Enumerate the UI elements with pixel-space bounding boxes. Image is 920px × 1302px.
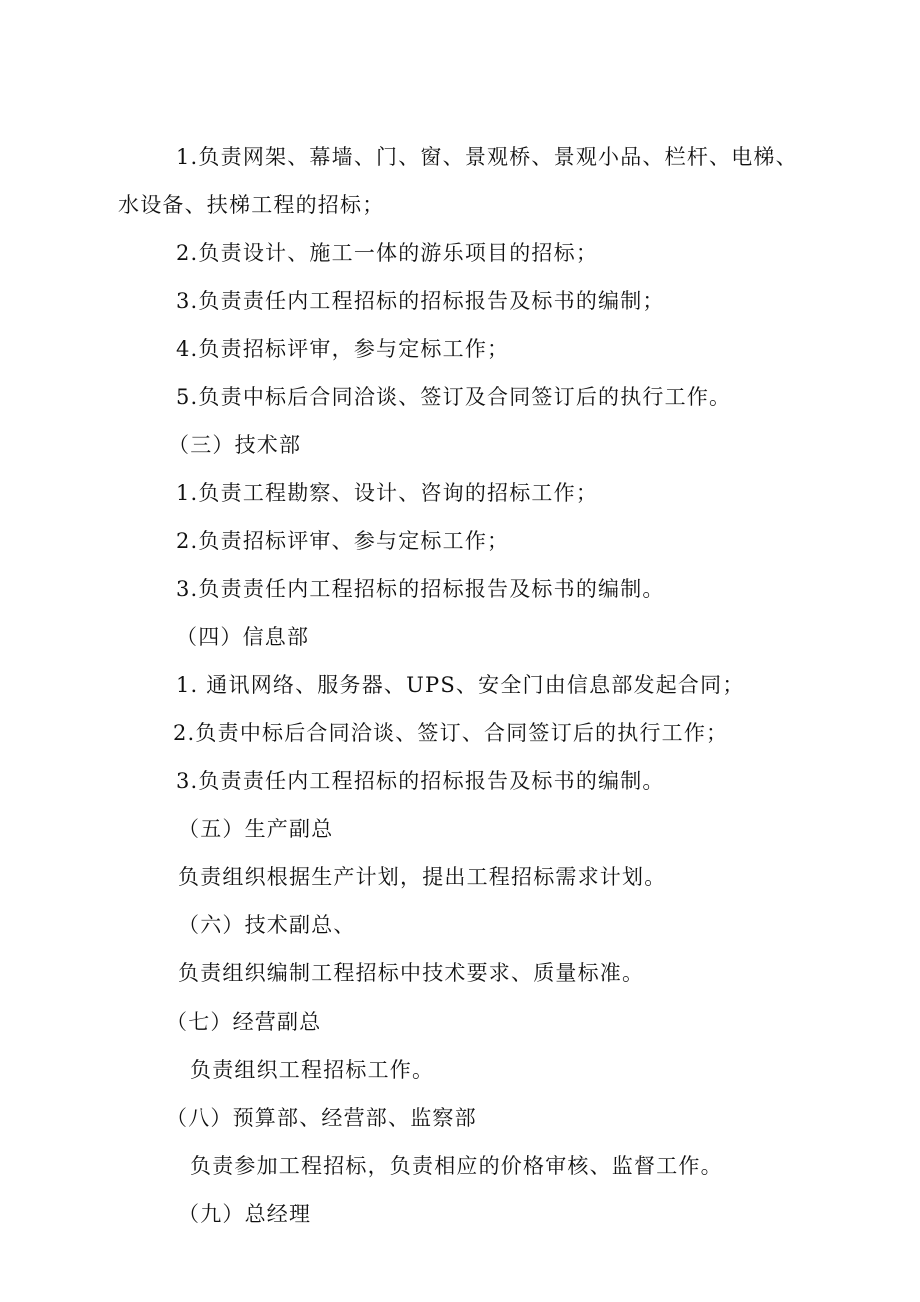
text-line: 1. 通讯网络、服务器、UPS、安全门由信息部发起合同； [176, 673, 745, 697]
text-line: 1.负责网架、幕墙、门、窗、景观桥、景观小品、栏杆、电梯、 [176, 145, 798, 169]
section-heading: （四）信息部 [176, 625, 310, 649]
text-line: 2.负责招标评审、参与定标工作； [176, 529, 510, 553]
text-line: 2.负责中标后合同洽谈、签订、合同签订后的执行工作； [173, 721, 729, 745]
text-line: 3.负责责任内工程招标的招标报告及标书的编制； [176, 289, 665, 313]
text-line: 1.负责工程勘察、设计、咨询的招标工作； [176, 481, 599, 505]
text-line: 5.负责中标后合同洽谈、签订及合同签订后的执行工作。 [176, 385, 732, 409]
section-heading: （五）生产副总 [178, 817, 334, 841]
section-heading: （八）预算部、经营部、监察部 [166, 1106, 477, 1130]
text-line: 负责参加工程招标，负责相应的价格审核、监督工作。 [190, 1154, 723, 1178]
text-line: 3.负责责任内工程招标的招标报告及标书的编制。 [176, 769, 665, 793]
text-line: 负责组织工程招标工作。 [190, 1058, 435, 1082]
section-heading: （七）经营副总 [166, 1010, 322, 1034]
text-line: 3.负责责任内工程招标的招标报告及标书的编制。 [176, 577, 665, 601]
text-line: 水设备、扶梯工程的招标； [118, 193, 385, 217]
section-heading: （三）技术部 [168, 433, 302, 457]
text-line: 负责组织编制工程招标中技术要求、质量标准。 [178, 961, 645, 985]
section-heading: （九）总经理 [178, 1202, 312, 1226]
section-heading: （六）技术副总、 [178, 913, 356, 937]
text-line: 负责组织根据生产计划，提出工程招标需求计划。 [178, 865, 667, 889]
text-line: 4.负责招标评审，参与定标工作； [176, 337, 510, 361]
text-line: 2.负责设计、施工一体的游乐项目的招标； [176, 241, 599, 265]
